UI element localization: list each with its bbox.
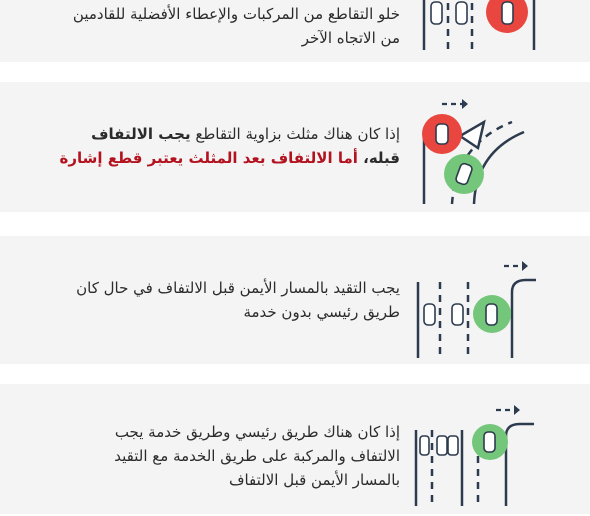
rule-2-diagram (412, 94, 552, 214)
rule-2-line-2-bold: قبله، (357, 149, 400, 167)
rule-4-line-3: بالمسار الأيمن قبل الالتفاف (228, 471, 400, 489)
rule-1-text (14, 0, 400, 50)
rule-card-2 (0, 82, 590, 212)
right-arrow-icon (504, 261, 528, 271)
rule-4-line-1: إذا كان هناك طريق رئيسي وطريق خدمة يجب (114, 423, 400, 441)
rule-2-text (14, 122, 400, 170)
rule-2-line-2-red: أما الالتفاف بعد المثلث يعتبر قطع إشارة (59, 149, 358, 167)
rule-1-line-2: خلو التقاطع من المركبات والإعطاء الأفضلية للقادمين (72, 5, 400, 23)
rule-4-diagram (412, 396, 552, 516)
rule-card-1 (0, 0, 590, 62)
rule-card-4 (0, 384, 590, 514)
rule-3-line-2: طريق رئيسي بدون خدمة (243, 303, 400, 321)
right-arrow-icon (442, 99, 468, 109)
rule-3-diagram (412, 254, 552, 374)
rule-3-text (14, 276, 400, 324)
rule-card-3 (0, 236, 590, 364)
rule-2-line-1-bold: يجب الالتفاف (91, 125, 191, 143)
rule-4-line-2: الالتفاف والمركبة على طريق الخدمة مع التقيد (114, 447, 400, 465)
rule-4-text (14, 420, 400, 492)
rule-2-line-1-prefix: إذا كان هناك مثلث بزاوية التقاطع (190, 125, 400, 143)
rule-1-line-3: من الاتجاه الآخر (301, 29, 400, 47)
right-arrow-icon (496, 405, 520, 415)
rule-3-line-1: يجب التقيد بالمسار الأيمن قبل الالتفاف في حال كان (76, 279, 400, 297)
